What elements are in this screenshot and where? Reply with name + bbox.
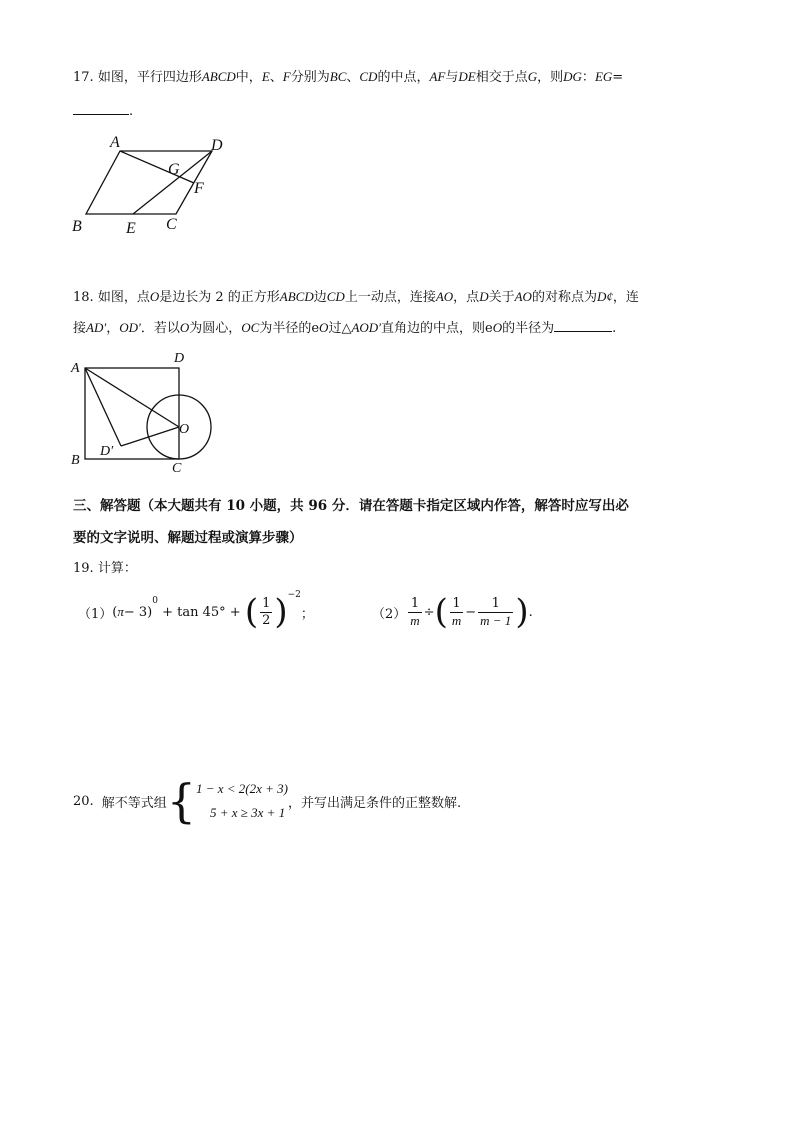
q20-text-b: ，并写出满足条件的正整数解. bbox=[288, 795, 462, 811]
q19-part1-pi: π bbox=[117, 604, 124, 619]
q17-number: 17. bbox=[73, 70, 94, 85]
q17-e: E bbox=[261, 69, 270, 84]
q18-number: 18. bbox=[73, 290, 94, 305]
q17-cd: CD bbox=[359, 69, 378, 84]
q19-part1-fraction bbox=[260, 596, 272, 629]
q18-cd: CD bbox=[326, 289, 345, 304]
q18-text-line1 bbox=[73, 286, 639, 305]
q20-inequality-2: 5 + x ≥ 3x + 1 bbox=[209, 805, 286, 820]
section3-heading-line1: 三、解答题（本大题共有 10 小题，共 96 分．请在答题卡指定区域内作答，解答时应写出必 bbox=[73, 498, 629, 514]
q18-odp: OD′ bbox=[119, 320, 141, 335]
q20-text-a: 解不等式组 bbox=[101, 795, 167, 811]
q17-label-b: B bbox=[72, 218, 82, 235]
q17-eg: EG bbox=[594, 69, 613, 84]
q19-part1 bbox=[78, 590, 314, 634]
q19-part2-num2: 1 bbox=[452, 595, 461, 611]
q18-adp: AD′ bbox=[86, 320, 107, 335]
q18-dprime: D¢ bbox=[596, 289, 613, 304]
q20-number: 20. bbox=[73, 793, 94, 809]
q19-part1-right-bigparen: ) bbox=[274, 592, 288, 632]
q17-label-f: F bbox=[194, 180, 204, 197]
q17-text-b: 中， bbox=[235, 70, 262, 85]
q19-part1-exp: −2 bbox=[287, 590, 301, 600]
q18-end: . bbox=[612, 321, 617, 336]
q17-text-e: 与 bbox=[445, 70, 459, 85]
q20-line bbox=[73, 776, 461, 826]
q18-label-a: A bbox=[71, 361, 80, 376]
q19-part1-num: 1 bbox=[262, 595, 271, 611]
q17-af: AF bbox=[429, 69, 446, 84]
q19-part2-label: （2） bbox=[372, 606, 407, 622]
q18-text-h: ，连 bbox=[612, 290, 639, 305]
q19-part2-fraction2 bbox=[450, 596, 463, 629]
q17-text-f: 相交于点 bbox=[475, 70, 528, 85]
q18-answer-blank[interactable] bbox=[554, 317, 612, 332]
q19-number: 19. bbox=[73, 561, 94, 576]
q17-label-a: A bbox=[110, 134, 120, 151]
q19-part2-divide: ÷ bbox=[423, 604, 435, 620]
q18-d: D bbox=[479, 289, 489, 304]
q17-text bbox=[73, 66, 623, 85]
q19-part2-num1: 1 bbox=[410, 595, 420, 611]
q19-part2-left-bigparen: ( bbox=[434, 592, 448, 632]
q18-line2-b: ， bbox=[106, 321, 120, 336]
q19-part2 bbox=[372, 590, 533, 634]
q17-colon: ： bbox=[581, 70, 595, 85]
q18-o2: O bbox=[179, 320, 190, 335]
q19-part2-minus: − bbox=[465, 604, 477, 620]
q20-brace: { bbox=[166, 774, 196, 828]
q18-label-dprime: D′ bbox=[100, 444, 114, 459]
q17-label-d: D bbox=[211, 137, 223, 154]
q18-ao: AO bbox=[435, 289, 454, 304]
q17-answer-blank[interactable] bbox=[73, 100, 129, 115]
q17-figure bbox=[66, 130, 236, 240]
q18-text-a: 如图，点 bbox=[97, 290, 150, 305]
q19-part2-right-bigparen: ) bbox=[515, 592, 529, 632]
q19-part1-label: （1） bbox=[78, 606, 113, 622]
q18-line2-d: 为圆心， bbox=[189, 321, 242, 336]
q20-system bbox=[196, 777, 288, 825]
q18-o: O bbox=[149, 289, 160, 304]
q18-segment-odp bbox=[121, 427, 179, 446]
q18-oc: OC bbox=[241, 320, 260, 335]
q19-part2-den1: m bbox=[410, 612, 420, 628]
q18-text-c: 边 bbox=[313, 290, 327, 305]
q18-figure bbox=[66, 348, 226, 474]
q19-part1-end: ； bbox=[300, 606, 314, 622]
q18-line2-e: 为半径的 bbox=[259, 321, 312, 336]
q17-segment-af bbox=[120, 151, 194, 183]
q17-text-c: 分别为 bbox=[290, 70, 330, 85]
q17-abcd: ABCD bbox=[201, 69, 236, 84]
q18-aodp: AOD′ bbox=[351, 320, 381, 335]
q18-o3: O bbox=[319, 320, 329, 335]
section3-heading-line2: 要的文字说明、解题过程或演算步骤） bbox=[73, 530, 303, 546]
q19-title-line bbox=[73, 557, 137, 576]
q19-part2-fraction3 bbox=[478, 596, 513, 629]
q17-text-a: 如图，平行四边形 bbox=[97, 70, 202, 85]
q18-o4: O bbox=[492, 320, 503, 335]
q17-answer-line bbox=[73, 100, 133, 119]
q18-line2-c: ．若以 bbox=[140, 321, 180, 336]
q19-part2-fraction1 bbox=[408, 596, 421, 629]
q18-line2-h: 的半径为 bbox=[502, 321, 555, 336]
q17-label-g: G bbox=[168, 161, 180, 178]
q17-sep1: 、 bbox=[269, 70, 283, 85]
q17-bc: BC bbox=[329, 69, 347, 84]
q17-end: . bbox=[129, 104, 134, 119]
q18-label-b: B bbox=[71, 453, 80, 468]
q17-text-d: 的中点， bbox=[377, 70, 430, 85]
q17-f: F bbox=[282, 69, 291, 84]
q18-line2-f: 过△ bbox=[328, 321, 352, 336]
q17-eq: = bbox=[612, 70, 624, 85]
q19-title: 计算： bbox=[97, 561, 137, 576]
q18-text-f: 关于 bbox=[488, 290, 515, 305]
q18-circle-symbol-2: e bbox=[485, 321, 493, 336]
q17-g: G bbox=[527, 69, 538, 84]
q19-part1-exp0: 0 bbox=[152, 596, 158, 606]
q19-part1-den: 2 bbox=[262, 612, 271, 628]
q17-text-g: ，则 bbox=[537, 70, 564, 85]
q19-part2-den3: m − 1 bbox=[480, 612, 512, 628]
q18-ao2: AO bbox=[514, 289, 532, 304]
q17-label-c: C bbox=[166, 216, 177, 233]
q19-part1-left-bigparen: ( bbox=[244, 592, 259, 632]
q17-sep2: 、 bbox=[346, 70, 360, 85]
q18-circle-symbol-1: e bbox=[311, 321, 320, 336]
q18-label-o: O bbox=[179, 422, 190, 437]
q18-text-g: 的对称点为 bbox=[531, 290, 597, 305]
q19-part1-open-paren: ( bbox=[112, 604, 118, 620]
q18-text-b: 是边长为 2 的正方形 bbox=[159, 290, 280, 305]
q20-inequality-1: 1 − x < 2(2x + 3) bbox=[195, 781, 288, 796]
q18-line2-a: 接 bbox=[73, 321, 87, 336]
q17-label-e: E bbox=[126, 220, 136, 237]
q19-part2-den2: m bbox=[451, 612, 462, 628]
q18-abcd: ABCD bbox=[279, 289, 314, 304]
q19-part2-num3: 1 bbox=[491, 595, 500, 611]
q18-label-d: D bbox=[174, 351, 185, 366]
q18-label-c: C bbox=[172, 461, 182, 474]
q17-dg: DG bbox=[563, 69, 582, 84]
q18-text-d: 上一动点，连接 bbox=[344, 290, 436, 305]
q19-part2-end: . bbox=[528, 604, 533, 620]
q19-part1-tan: + tan 45° + bbox=[157, 604, 245, 620]
q19-part1-close-paren: ) bbox=[147, 604, 153, 620]
q17-de: DE bbox=[458, 69, 476, 84]
q18-line2-g: 直角边的中点，则 bbox=[381, 321, 486, 336]
q18-text-e: ，点 bbox=[453, 290, 480, 305]
q19-part1-minus3: − 3 bbox=[123, 604, 148, 620]
q18-text-line2 bbox=[73, 317, 616, 336]
